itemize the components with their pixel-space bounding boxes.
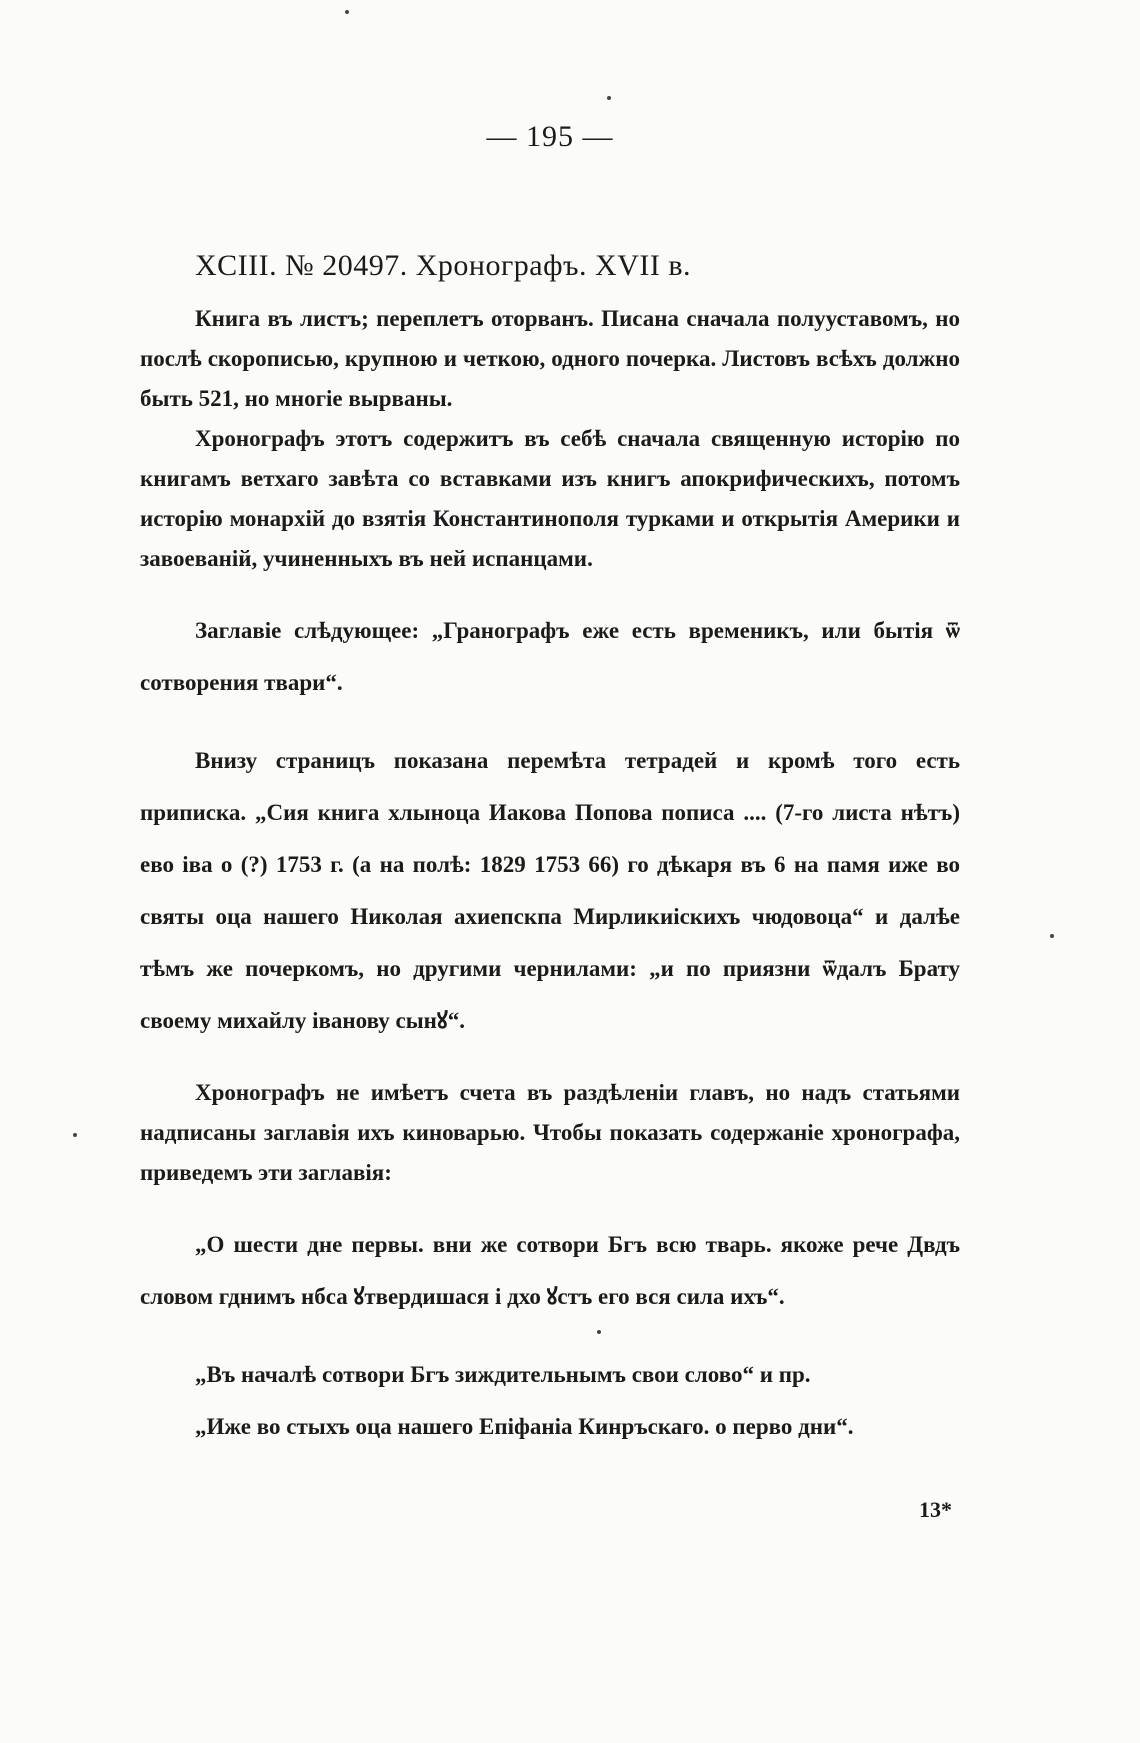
speck-mark xyxy=(1050,934,1054,938)
paragraph-quote-epiphanius: „Иже во стыхъ оца нашего Епіфаніа Кинръскаго. о перво дни“. xyxy=(195,1414,854,1439)
speck-mark xyxy=(73,1133,77,1137)
paragraph-chronicle-description: Хронографъ этотъ содержитъ въ себѣ сначала священную исторію по книгамъ ветхаго завѣта со вставками изъ книгъ апокрифическихъ, потомъ исторію монархій до взятія Константинополя турками и открытія Америки и завоеваній, учиненныхъ въ ней испанцами. xyxy=(140,426,960,571)
paragraph-quote-beginning: „Въ началѣ сотвори Бгъ зиждительнымъ свои слово“ и пр. xyxy=(195,1362,811,1387)
speck-mark xyxy=(607,96,611,100)
paragraph-quote-six-days: „О шести дне первы. вни же сотвори Бгъ всю тварь. якоже рече Двдъ словом гднимъ нбса ꙋтвердишася і дхо ꙋстъ его вся сила ихъ“. xyxy=(140,1232,960,1309)
speck-mark xyxy=(345,10,349,14)
paragraph-chapters: Хронографъ не имѣетъ счета въ раздѣленіи главъ, но надъ статьями надписаны заглавія ихъ киноварью. Чтобы показать содержаніе хронографа, приведемъ эти заглавія: xyxy=(140,1080,960,1185)
signature-mark: 13* xyxy=(919,1497,952,1522)
page-heading: XCIII. № 20497. Хронографъ. XVII в. xyxy=(195,249,692,282)
page-number: — 195 — xyxy=(486,120,614,153)
paragraph-inscription: Внизу страницъ показана перемѣта тетрадей и кромѣ того есть приписка. „Сия книга хлыноца Иакова Попова пописа .... (7-го листа нѣтъ) ево іва о (?) 1753 г. (а на полѣ: 1829 1753 66) го дѣкаря въ 6 на памя иже во святы оца нашего Николая ахиепскпа Мирликиіскихъ чюдовоца“ и далѣе тѣмъ же почеркомъ, но другими чернилами: „и по приязни ѿдалъ Брату своему михайлу іванову сынꙋ“. xyxy=(140,748,960,1033)
document-page xyxy=(140,120,960,1522)
paragraph-title: Заглавіе слѣдующее: „Гранографъ еже есть временикъ, или бытія ѿ сотворения твари“. xyxy=(140,618,960,695)
paragraph-binding-note: Книга въ листъ; переплетъ оторванъ. Писана сначала полууставомъ, но послѣ скорописью, крупною и четкою, одного почерка. Листовъ всѣхъ должно быть 521, но многіе вырваны. xyxy=(140,306,960,411)
